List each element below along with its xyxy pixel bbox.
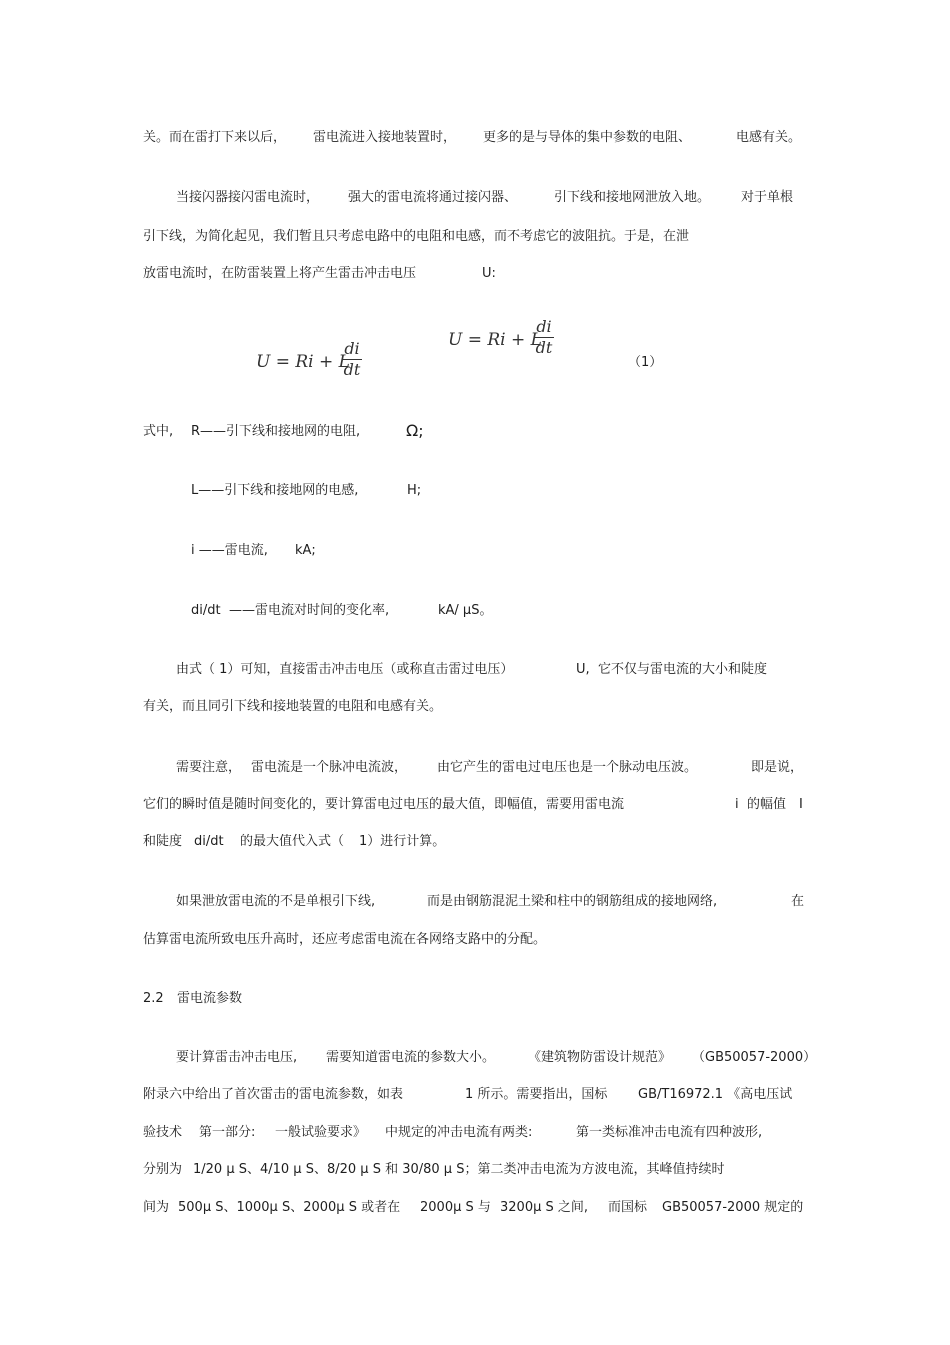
text-run: 中规定的冲击电流有两类: <box>385 1125 533 1140</box>
text-run: GB/T16972.1 《高电压试 <box>638 1087 793 1102</box>
text-run: i <box>735 797 739 812</box>
text-run: 1 所示。需要指出，国标 <box>465 1087 608 1102</box>
text-run: 第一部分: <box>199 1125 256 1140</box>
text-run: 3200μ S 之间, <box>500 1200 589 1215</box>
text-run: 第一类标准冲击电流有四种波形, <box>576 1125 763 1140</box>
text-run: 它们的瞬时值是随时间变化的，要计算雷电过电压的最大值，即幅值，需要用雷电流 <box>143 797 625 812</box>
text-run: 《建筑物防雷设计规范》 <box>528 1050 672 1065</box>
formula-fraction <box>342 340 362 379</box>
formula-fraction <box>534 318 554 357</box>
text-run: 引下线，为简化起见，我们暂且只考虑电路中的电阻和电感，而不考虑它的波阻抗。于是，在泄 <box>143 229 690 244</box>
text-run: I <box>799 797 803 812</box>
text-run: 1）进行计算。 <box>359 834 446 849</box>
text-run: GB50057-2000 规定的 <box>662 1200 804 1215</box>
formula-numerator: di <box>344 339 360 358</box>
text-run: 而国标 <box>608 1200 648 1215</box>
text-run: 当接闪器接闪雷电流时， <box>176 190 320 205</box>
text-run: ——雷电流对时间的变化率, <box>229 603 390 618</box>
text-run: 估算雷电流所致电压升高时，还应考虑雷电流在各网络支路中的分配。 <box>143 932 547 947</box>
text-run: 的幅值 <box>747 797 787 812</box>
text-run: 要计算雷击冲击电压, <box>176 1050 298 1065</box>
formula-lhs: U = Ri + L <box>448 330 542 350</box>
formula-left <box>256 340 376 390</box>
formula-denominator: dt <box>343 360 361 379</box>
text-run: 需要注意， <box>176 760 242 775</box>
text-run: 需要知道雷电流的参数大小。 <box>326 1050 496 1065</box>
text-run: 雷电流进入接地装置时， <box>313 130 457 145</box>
text-run: 对于单根 <box>741 190 794 205</box>
text-run: 式中, <box>143 424 174 439</box>
text-run: 而是由钢筋混泥土梁和柱中的钢筋组成的接地网络, <box>427 894 718 909</box>
text-run: di/dt <box>194 834 224 849</box>
text-run: L——引下线和接地网的电感, <box>191 483 359 498</box>
text-run: 电感有关。 <box>736 130 802 145</box>
formula-right <box>448 318 568 368</box>
text-run: 500μ S、1000μ S、2000μ S 或者在 <box>178 1200 401 1215</box>
text-run: 关。而在雷打下来以后， <box>143 130 287 145</box>
text-run: U, <box>576 662 590 677</box>
formula-numerator: di <box>536 317 552 336</box>
text-run: 放雷电流时，在防雷装置上将产生雷击冲击电压 <box>143 266 417 281</box>
text-run: 和陡度 <box>143 834 183 849</box>
text-run: kA; <box>295 543 316 558</box>
text-run: 1/20 μ S、4/10 μ S、8/20 μ S 和 30/80 μ S；第二类冲击电流为方波电流，其峰值持续时 <box>193 1162 725 1177</box>
text-run: kA/ μS。 <box>438 603 493 618</box>
text-run: （GB50057-2000） <box>692 1050 817 1065</box>
text-run: H; <box>407 483 422 498</box>
formula-denominator: dt <box>535 338 553 357</box>
text-run: 2000μ S 与 <box>420 1200 491 1215</box>
section-title: 雷电流参数 <box>177 991 243 1006</box>
text-run: 雷电流是一个脉冲电流波， <box>251 760 408 775</box>
text-run: 即是说， <box>751 760 804 775</box>
text-run: i ——雷电流, <box>191 543 268 558</box>
text-run: 强大的雷电流将通过接闪器、 <box>348 190 518 205</box>
text-run: 分别为 <box>143 1162 183 1177</box>
text-run: U: <box>482 266 496 281</box>
formula-lhs: U = Ri + L <box>256 352 350 372</box>
text-run: R——引下线和接地网的电阻, <box>191 424 361 439</box>
text-run: 间为 <box>143 1200 170 1215</box>
text-run: 它不仅与雷电流的大小和陡度 <box>598 662 768 677</box>
text-run: 由式（ 1）可知，直接雷击冲击电压（或称直击雷过电压） <box>176 662 514 677</box>
text-run: 附录六中给出了首次雷击的雷电流参数，如表 <box>143 1087 404 1102</box>
text-run: 验技术 <box>143 1125 183 1140</box>
text-run: 在 <box>791 894 805 909</box>
omega-symbol: Ω; <box>406 421 424 440</box>
text-run: 有关，而且同引下线和接地装置的电阻和电感有关。 <box>143 699 443 714</box>
text-run: （1） <box>628 355 663 370</box>
text-run: 由它产生的雷电过电压也是一个脉动电压波。 <box>437 760 698 775</box>
text-run: 如果泄放雷电流的不是单根引下线, <box>176 894 376 909</box>
section-number: 2.2 <box>143 991 164 1006</box>
text-run: 更多的是与导体的集中参数的电阻、 <box>483 130 692 145</box>
text-run: di/dt <box>191 603 221 618</box>
text-run: 一般试验要求》 <box>275 1125 367 1140</box>
text-run: 的最大值代入式（ <box>240 834 345 849</box>
text-run: 引下线和接地网泄放入地。 <box>554 190 711 205</box>
